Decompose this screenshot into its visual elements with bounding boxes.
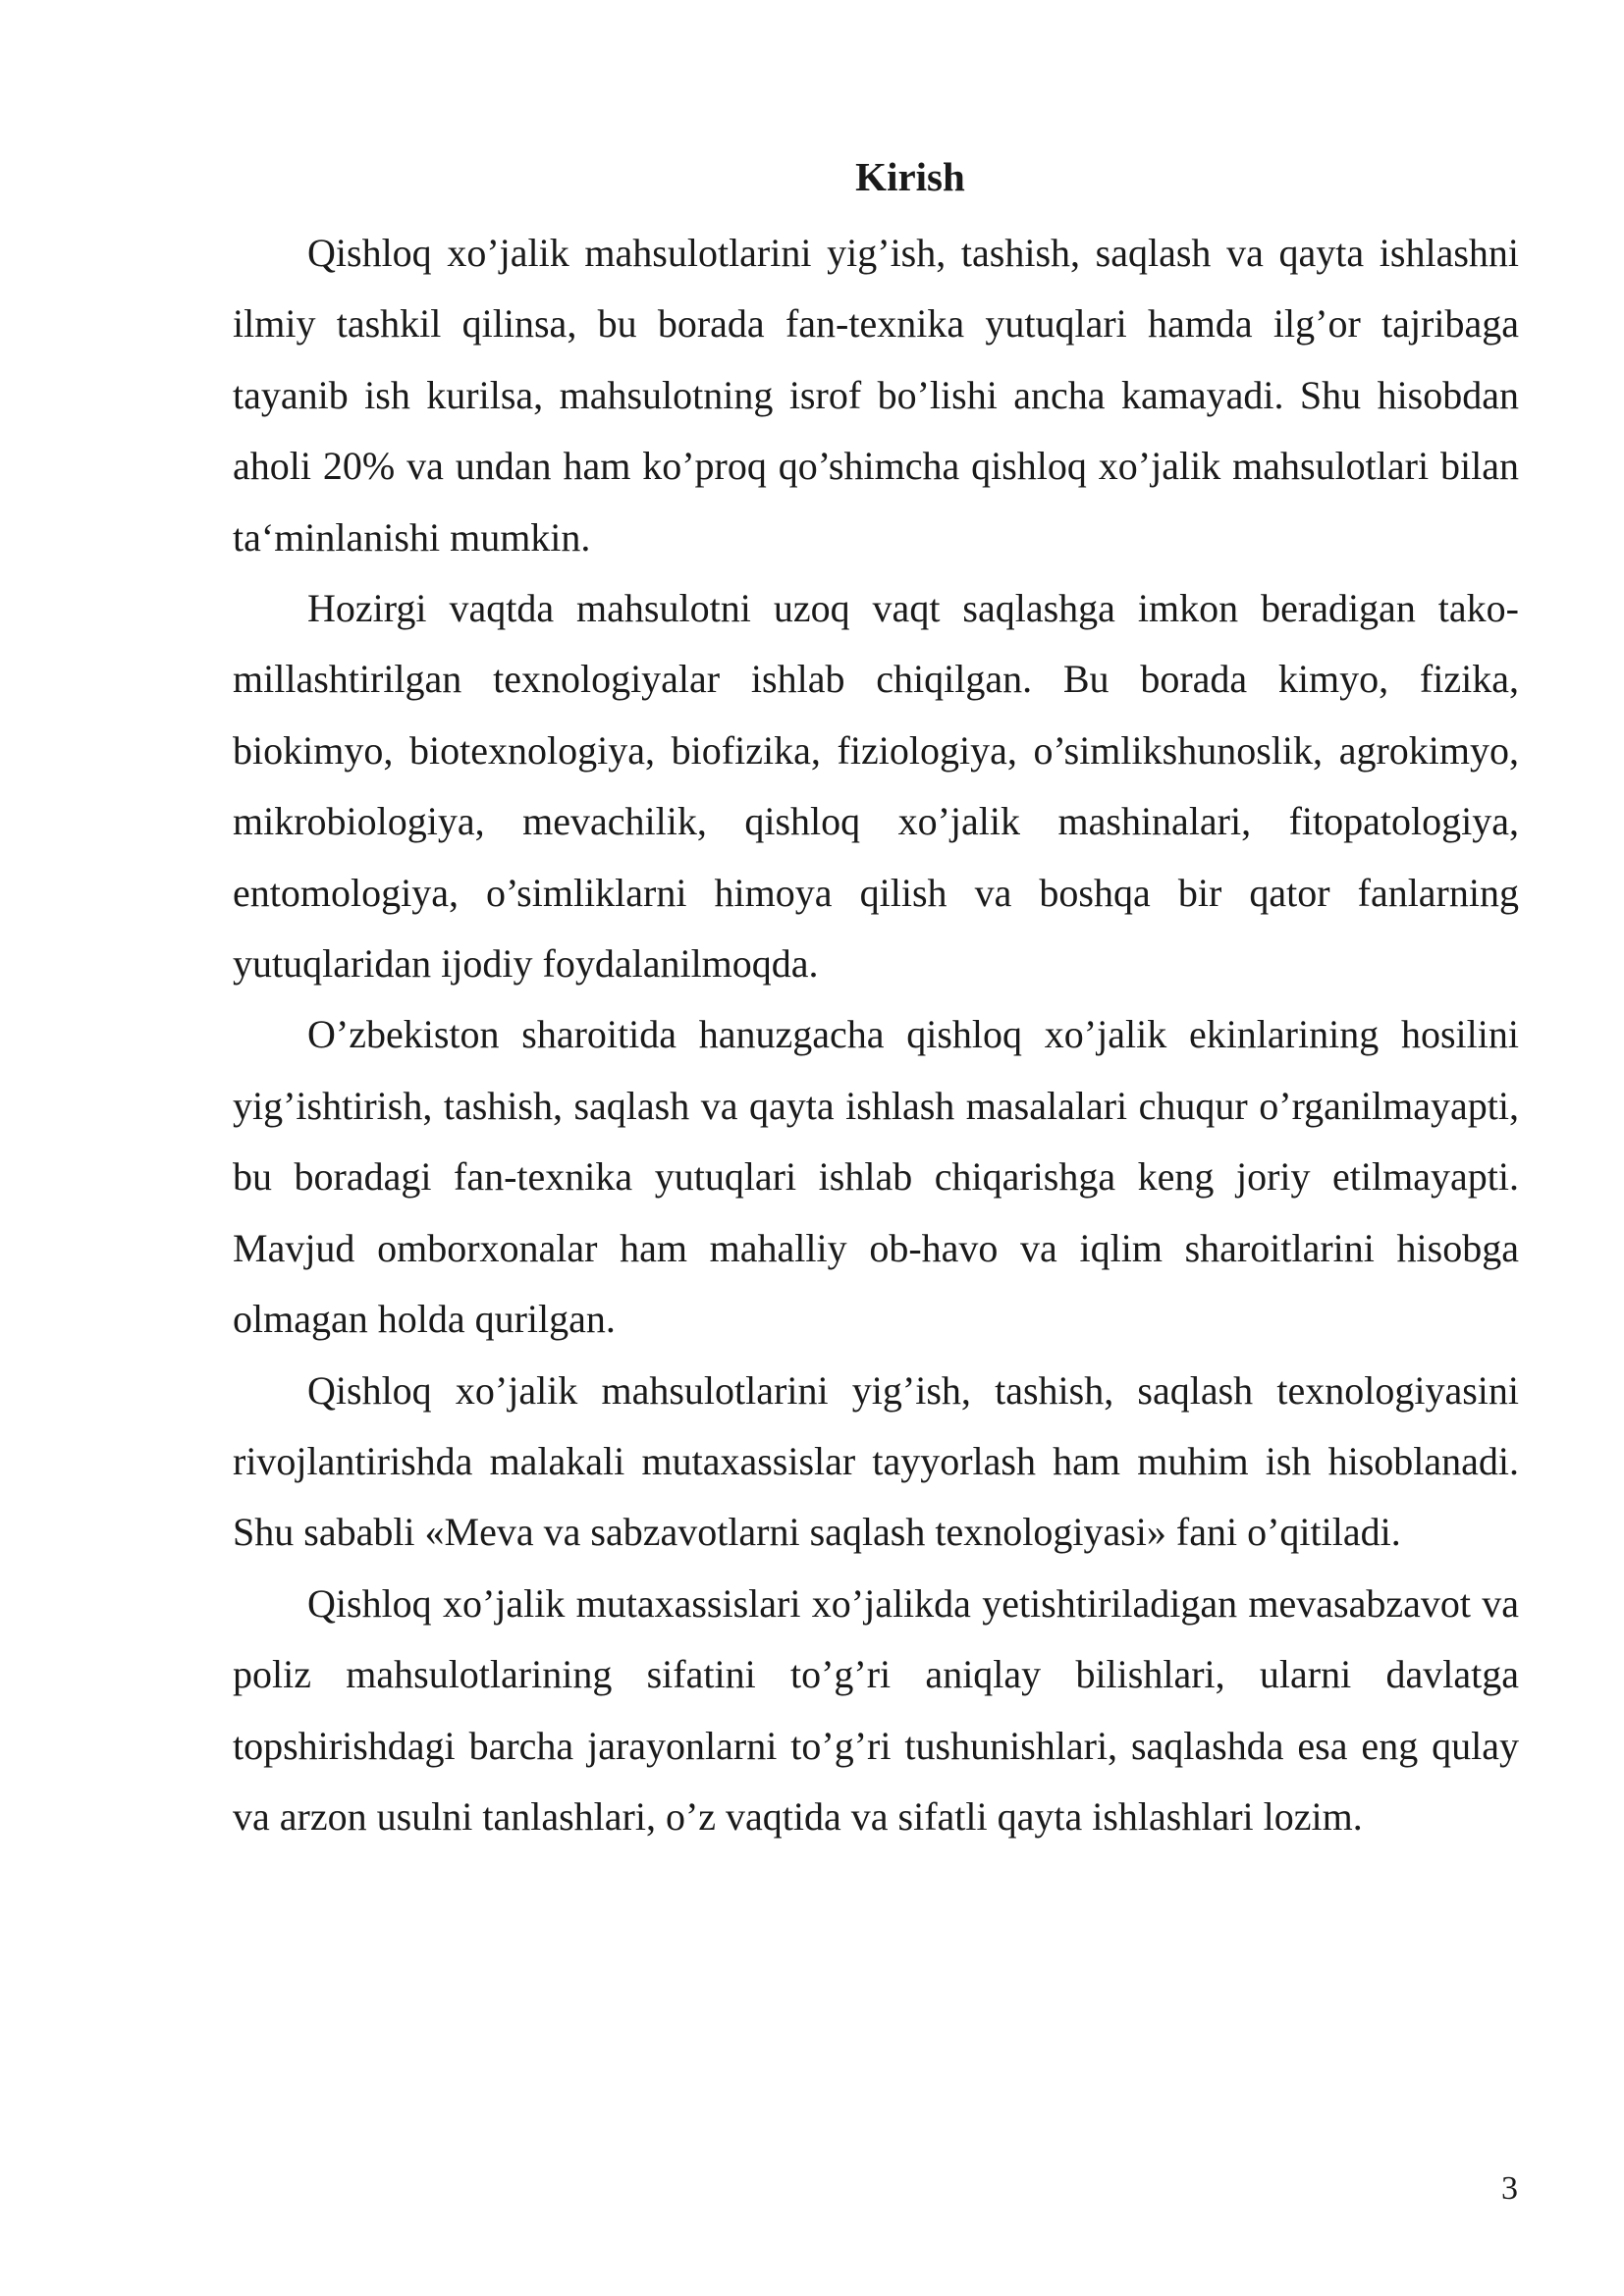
paragraph: Qishloq xo’jalik mahsulotlarini yig’ish, tashish, saqlash va qayta ishlashni ilmiy tashkil qilinsa, bu borada fan-texnika yutuqlari hamda ilg’or tajribaga tayanib ish kurilsa, mahsulotning isrof bo’lishi ancha kamayadi. Shu hisobdan aholi 20% va undan ham ko’proq qo’shimcha qishloq xo’jalik mahsulotlari bilan ta‘minlanishi mumkin. <box>233 231 1519 560</box>
page-title: Kirish <box>855 154 965 199</box>
body-text <box>233 218 1519 1852</box>
paragraph: Hozirgi vaqtda mahsulotni uzoq vaqt saqlashga imkon beradigan takomillashtirilgan texnologiyalar ishlab chiqilgan. Bu borada kimyo, fizika, biokimyo, biotexnologiya, biofizika, fiziologiya, o’simlikshunoslik, agrokimyo, mikrobiologiya, mevachilik, qishloq xo’jalik mashinalari, fitopatologiya, entomologiya, o’simliklarni himoya qilish va boshqa bir qator fanlarning yutuqlaridan ijodiy foydalanilmoqda. <box>233 586 1519 987</box>
page-number: 3 <box>1501 2170 1518 2207</box>
paragraph: Qishloq xo’jalik mutaxassislari xo’jalikda yetishtiriladigan mevasabzavot va poliz mahsulotlarining sifatini to’g’ri aniqlay bilishlari, ularni davlatga topshirishdagi barcha jarayonlarni to’g’ri tushunishlari, saqlashda esa eng qulay va arzon usulni tanlashlari, o’z vaqtida va sifatli qayta ishlashlari lozim. <box>233 1580 1519 1839</box>
paragraph: O’zbekiston sharoitida hanuzgacha qishloq xo’jalik ekinlarining hosilini yig’ishtirish, tashish, saqlash va qayta ishlash masalalari chuqur o’rganilmayapti, bu boradagi fan-texnika yutuqlari ishlab chiqarishga keng joriy etilmayapti. Mavjud omborxonalar ham mahalliy ob-havo va iqlim sharoitlarini hisobga olmagan holda qurilgan. <box>233 1012 1519 1342</box>
paragraph: Qishloq xo’jalik mahsulotlarini yig’ish, tashish, saqlash texnologiyasini rivojlantirishda malakali mutaxassislar tayyorlash ham muhim ish hisoblanadi. Shu sababli «Meva va sabzavotlarni saqlash texnologiyasi» fani o’qitiladi. <box>233 1367 1519 1555</box>
